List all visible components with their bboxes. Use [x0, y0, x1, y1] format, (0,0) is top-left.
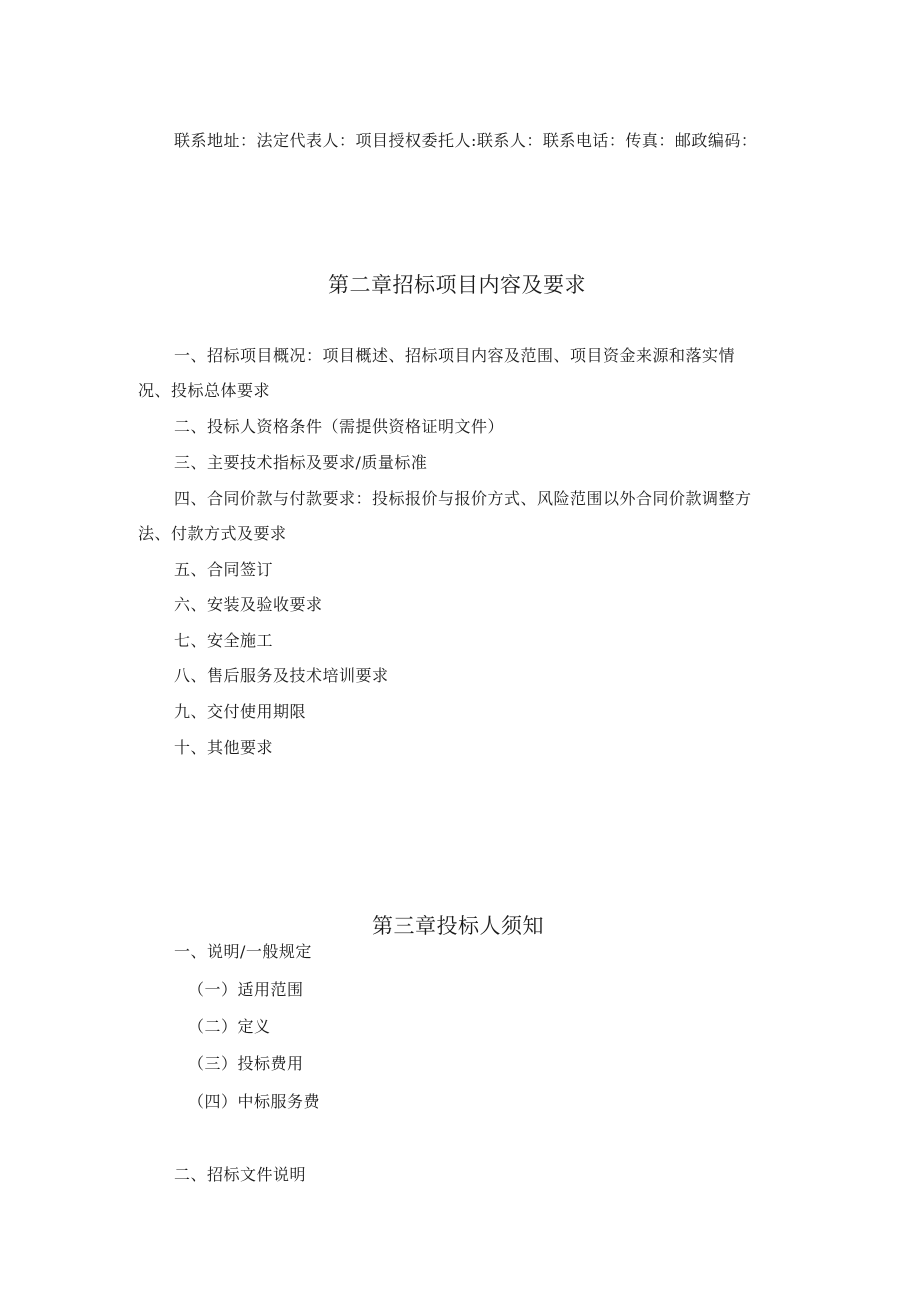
chapter-2-item-9: 九、交付使用期限 — [174, 702, 307, 721]
chapter-2-item-10: 十、其他要求 — [174, 738, 274, 757]
chapter-3-section-2: 二、招标文件说明 — [174, 1165, 307, 1184]
chapter-3-section-1: 一、说明/一般规定 — [174, 942, 312, 961]
chapter-2-item-6: 六、安装及验收要求 — [174, 595, 323, 614]
contact-info-line: 联系地址：法定代表人：项目授权委托人:联系人：联系电话：传真：邮政编码： — [174, 131, 758, 150]
chapter-2-item-2: 二、投标人资格条件（需提供资格证明文件） — [174, 417, 505, 436]
chapter-3-subitem-2: （二）定义 — [188, 1017, 271, 1036]
chapter-3-title: 第三章投标人须知 — [372, 914, 544, 938]
chapter-2-item-7: 七、安全施工 — [174, 631, 274, 650]
chapter-2-title: 第二章招标项目内容及要求 — [328, 273, 586, 297]
chapter-3-subitem-1: （一）适用范围 — [188, 980, 304, 999]
chapter-3-subitem-4: （四）中标服务费 — [188, 1092, 321, 1111]
chapter-2-item-4-continued: 法、付款方式及要求 — [138, 524, 287, 543]
chapter-2-item-8: 八、售后服务及技术培训要求 — [174, 666, 389, 685]
chapter-2-item-3: 三、主要技术指标及要求/质量标准 — [174, 453, 428, 472]
chapter-3-subitem-3: （三）投标费用 — [188, 1054, 304, 1073]
chapter-2-item-1-continued: 况、投标总体要求 — [138, 381, 271, 400]
chapter-2-item-4: 四、合同价款与付款要求：投标报价与报价方式、风险范围以外合同价款调整方 — [174, 489, 752, 508]
chapter-2-item-1: 一、招标项目概况：项目概述、招标项目内容及范围、项目资金来源和落实情 — [174, 346, 736, 365]
chapter-2-item-5: 五、合同签订 — [174, 560, 274, 579]
